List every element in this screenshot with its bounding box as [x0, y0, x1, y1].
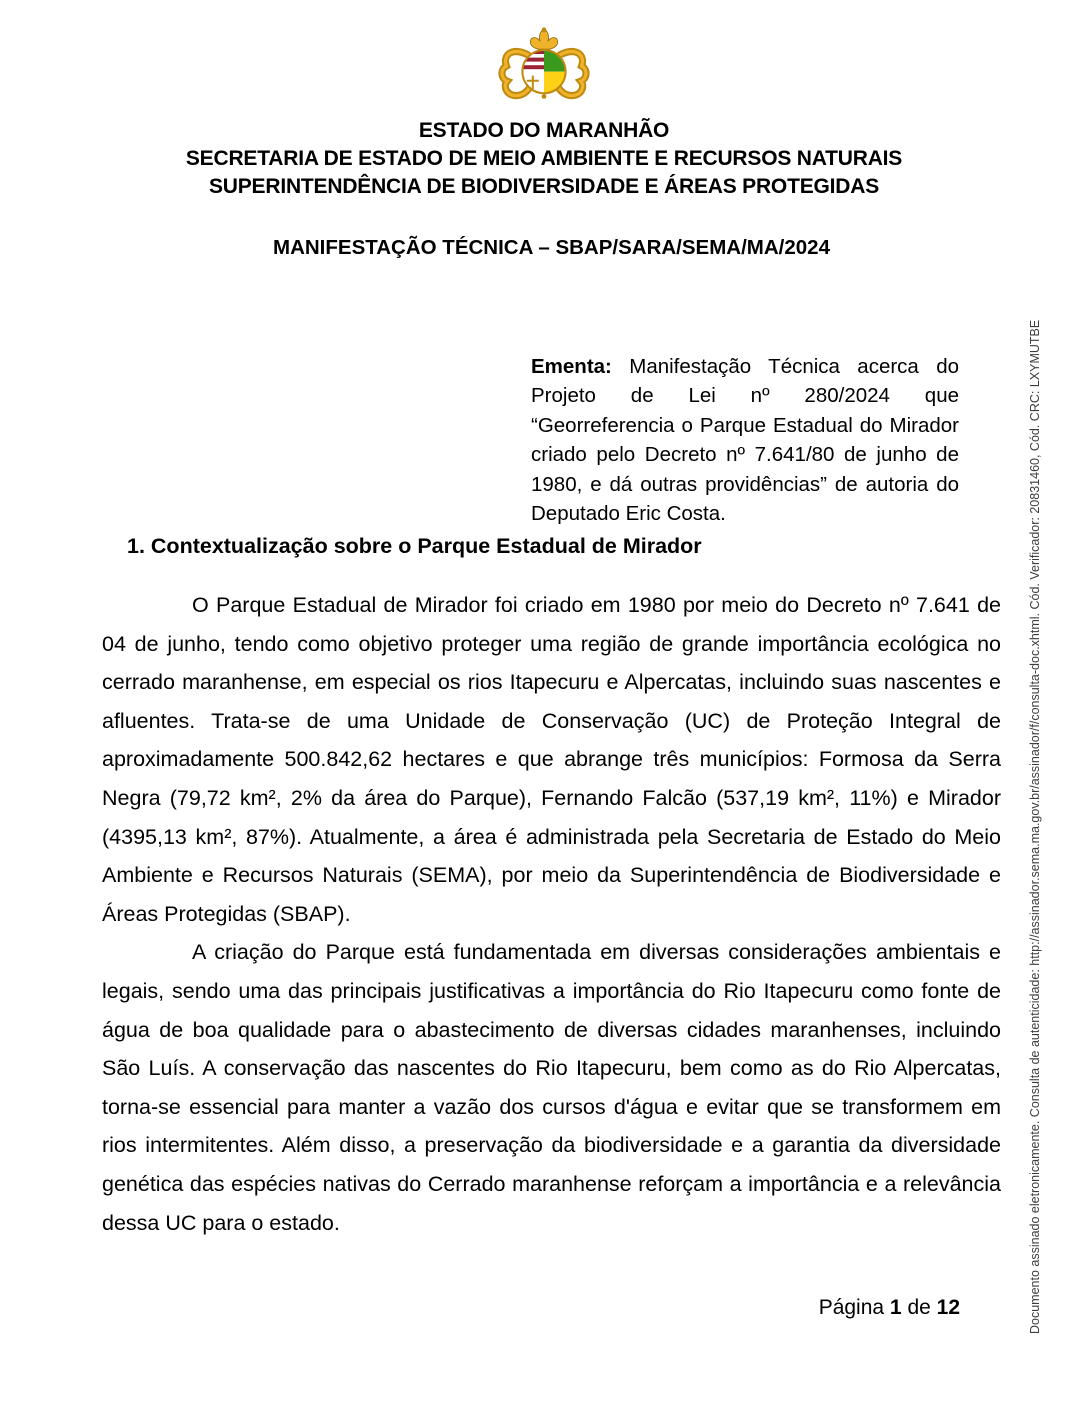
section-1-heading: 1. Contextualização sobre o Parque Estadual de Mirador — [127, 534, 702, 558]
document-header — [0, 26, 1088, 201]
page-number — [102, 1296, 960, 1320]
page-number-current: 1 — [889, 1296, 902, 1319]
header-line-2: SECRETARIA DE ESTADO DE MEIO AMBIENTE E RECURSOS NATURAIS — [185, 147, 903, 170]
body-copy — [102, 586, 1001, 1242]
maranhao-coat-of-arms-icon — [494, 26, 594, 106]
ementa-block — [531, 352, 959, 529]
crest-ball — [542, 28, 547, 33]
header-line-1: ESTADO DO MARANHÃO — [418, 119, 670, 142]
body-paragraph-2: A criação do Parque está fundamentada em diversas considerações ambientais e legais, sendo uma das principais justificativas a importância do Rio Itapecuru como fonte de água de boa qualidade para o abastecimento de diversas cidades maranhenses, incluindo São Luís. A conservação das nascentes do Rio Itapecuru, bem como as do Rio Alpercatas, torna-se essencial para manter a vazão dos cursos d'água e evitar que se transformem em rios intermitentes. Além disso, a preservação da biodiversidade e a garantia da diversidade genética das espécies nativas do Cerrado maranhense reforçam a importância e a relevância dessa UC para o estado. — [102, 940, 1001, 1235]
body-paragraph-1: O Parque Estadual de Mirador foi criado em 1980 por meio do Decreto nº 7.641 de 04 de junho, tendo como objetivo proteger uma região de grande importância ecológica no cerrado maranhense, em especial os rios Itapecuru e Alpercatas, incluindo suas nascentes e afluentes. Trata-se de uma Unidade de Conservação (UC) de Proteção Integral de aproximadamente 500.842,62 hectares e que abrange três municípios: Formosa da Serra Negra (79,72 km², 2% da área do Parque), Fernando Falcão (537,19 km², 11%) e Mirador (4395,13 km², 87%). Atualmente, a área é administrada pela Secretaria de Estado do Meio Ambiente e Recursos Naturais (SEMA), por meio da Superintendência de Biodiversidade e Áreas Protegidas (SBAP). — [102, 593, 1001, 926]
page-number-separator: de — [901, 1296, 937, 1319]
page-number-prefix: Página — [818, 1296, 890, 1319]
stripe-red-2 — [520, 58, 546, 62]
ementa-text: Manifestação Técnica acerca do Projeto de Lei nº 280/2024 que “Georreferencia o Parque Estadual do Mirador criado pelo Decreto nº 7.641/80 de junho de 1980, e dá outras providências” de autoria do Deputado Eric Costa. — [531, 354, 959, 525]
header-line-3: SUPERINTENDÊNCIA DE BIODIVERSIDADE E ÁREAS PROTEGIDAS — [208, 175, 880, 198]
page-number-total: 12 — [936, 1296, 960, 1319]
signature-sidebar-text: Documento assinado eletronicamente. Consulta de autenticidade: http://assinador.sema.ma.gov.br/assinador/f/consulta-doc.xhtml. Cód. Verificador: 20831460, Cód. CRC: LXYMUTBE — [1028, 319, 1042, 1334]
ementa-label: Ementa: — [531, 354, 612, 378]
document-title: MANIFESTAÇÃO TÉCNICA – SBAP/SARA/SEMA/MA/2024 — [273, 236, 830, 259]
shield-pendant — [542, 94, 547, 99]
crest-top — [530, 28, 557, 50]
